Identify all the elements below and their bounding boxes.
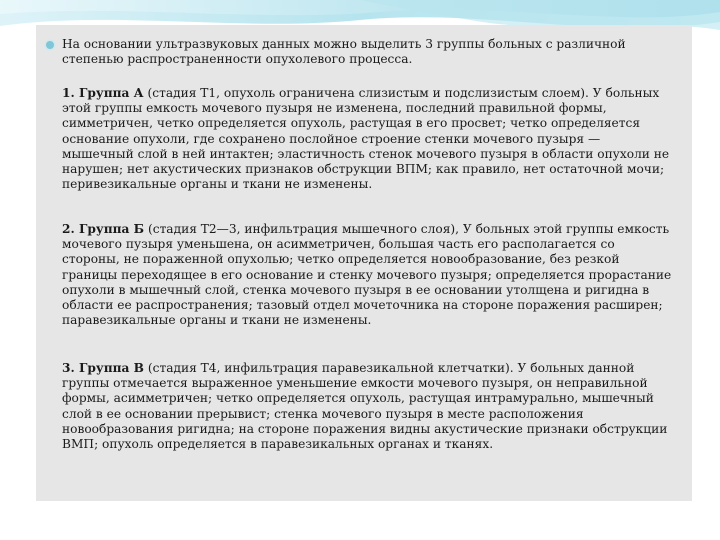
- group-v-text: (стадия Т4, инфильтрация паравезикальной клетчатки). У больных данной группы отмечается выраженное уменьшение емкости мочевого пузыря, он неправильной формы, асимметричен; четко определяется опухоль, растущая интрамурально, мышечный слой в ее основании прерывист; стенка мочевого пузыря в месте расположения новообразования ригидна; на стороне поражения видны акустические признаки обструкции ВМП; опухоль определяется в паравезикальных органах и тканях.: [62, 361, 668, 452]
- group-a-text: (стадия Т1, опухоль ограничена слизистым и подслизистым слоем). У больных этой группы емкость мочевого пузыря не изменена, последний правильной формы, симметричен, четко определяется опухоль, растущая в его просвет; четко определяется основание опухоли, где сохранено послойное строение стенки мочевого пузыря — мышечный слой в ней интактен; эластичность стенок мочевого пузыря в области опухоли не нарушен; нет акустических признаков обструкции ВПМ; как правило, нет остаточной мочи; перивезикальные органы и ткани не изменены.: [62, 86, 670, 192]
- bullet-dot-icon: [46, 41, 54, 49]
- group-b-text: (стадия Т2—3, инфильтрация мышечного слоя), У больных этой группы емкость мочевого пузыря уменьшена, он асимметричен, большая часть его располагается со стороны, не пораженной опухолью; четко определяется новообразование, без резкой границы переходящее в его основание и стенку мочевого пузыря; определяется прорастание опухоли в мышечный слой, стенка мочевого пузыря в ее основании утолщена и ригидна в области ее распространения; тазовый отдел мочеточника на стороне поражения расширен; паравезикальные органы и ткани не изменены.: [62, 222, 672, 328]
- group-v-paragraph: [62, 361, 674, 452]
- group-v-heading: 3. Группа В: [62, 361, 144, 375]
- group-a-heading: 1. Группа А: [62, 86, 144, 100]
- intro-text: На основании ультразвуковых данных можно выделить 3 группы больных с различной степенью распространенности опухолевого процесса.: [62, 37, 626, 67]
- group-b-paragraph: [62, 222, 674, 328]
- group-b-heading: 2. Группа Б: [62, 222, 145, 236]
- group-a-paragraph: [62, 86, 674, 192]
- bullet-paragraph: [46, 37, 676, 67]
- content-panel: [36, 25, 692, 501]
